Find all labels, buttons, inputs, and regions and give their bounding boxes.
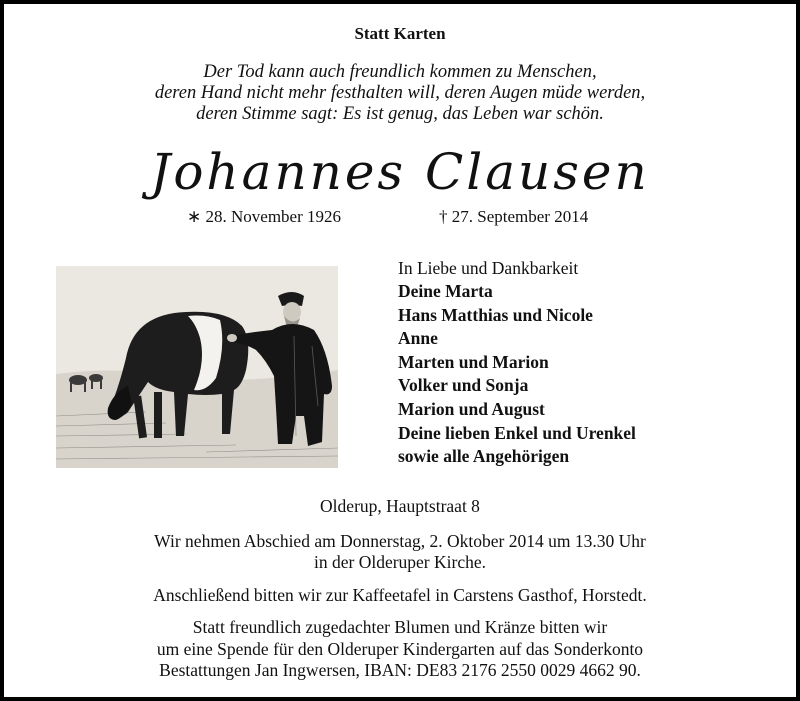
coffee-invitation: Anschließend bitten wir zur Kaffeetafel in Carstens Gasthof, Horstedt. bbox=[153, 585, 647, 605]
quote-line: Der Tod kann auch freundlich kommen zu Menschen, bbox=[203, 62, 597, 82]
header-statt-karten: Statt Karten bbox=[354, 24, 446, 43]
family-list bbox=[398, 256, 636, 469]
death-date: † 27. September 2014 bbox=[439, 207, 589, 226]
family-member: Hans Matthias und Nicole bbox=[398, 304, 593, 325]
donation-line: um eine Spende für den Olderuper Kindergarten auf das Sonderkonto bbox=[156, 638, 644, 659]
service-line: in der Olderuper Kirche. bbox=[313, 552, 486, 572]
deceased-name: Johannes Clausen bbox=[150, 143, 650, 201]
family-member: Marion und August bbox=[398, 398, 545, 419]
donation-line: Statt freundlich zugedachter Blumen und Kränze bitten wir bbox=[192, 617, 608, 637]
family-member: Marten und Marion bbox=[398, 351, 549, 372]
family-member: sowie alle Angehörigen bbox=[398, 446, 570, 467]
family-member: Deine Marta bbox=[398, 281, 493, 301]
family-member: Volker und Sonja bbox=[398, 375, 529, 396]
address: Olderup, Hauptstraat 8 bbox=[320, 496, 480, 516]
donation-request bbox=[4, 617, 796, 682]
quote-line: deren Hand nicht mehr festhalten will, deren Augen müde werden, bbox=[154, 83, 646, 103]
service-line: Wir nehmen Abschied am Donnerstag, 2. Oktober 2014 um 13.30 Uhr bbox=[154, 531, 646, 551]
family-intro: In Liebe und Dankbarkeit bbox=[398, 258, 579, 278]
quote-line: deren Stimme sagt: Es ist genug, das Leben war schön. bbox=[196, 104, 604, 124]
family-member: Deine lieben Enkel und Urenkel bbox=[398, 422, 636, 443]
birth-date: ∗ 28. November 1926 bbox=[187, 207, 341, 226]
service-info bbox=[4, 531, 796, 573]
man-with-cow-drawing-icon bbox=[56, 266, 338, 468]
quote-block bbox=[4, 62, 796, 125]
donation-line: Bestattungen Jan Ingwersen, IBAN: DE83 2176 2550 0029 4662 90. bbox=[159, 660, 641, 680]
portrait-photo bbox=[56, 266, 338, 468]
family-member: Anne bbox=[398, 328, 438, 349]
